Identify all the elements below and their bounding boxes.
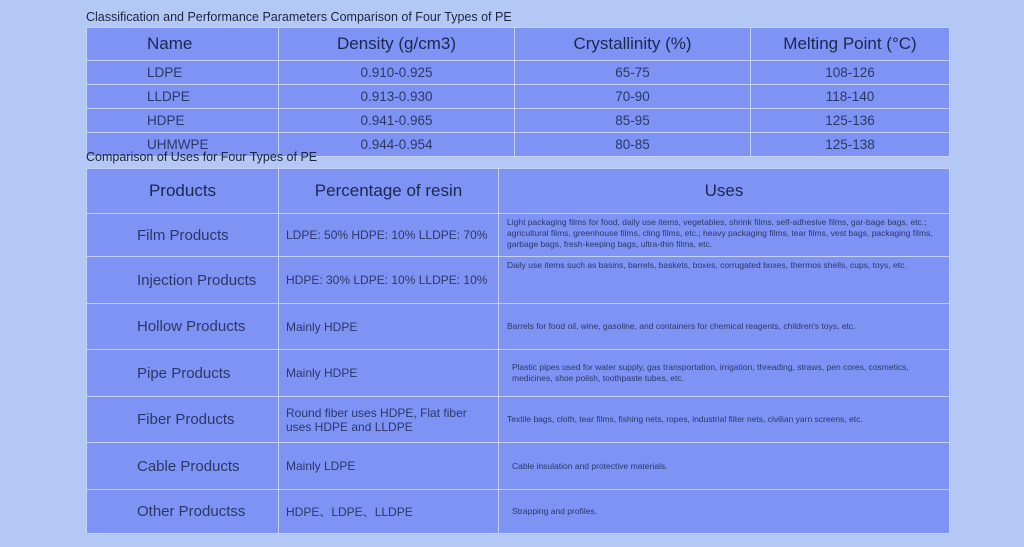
cell-uses: Textile bags, cloth, tear films, fishing nets, ropes, industrial filter nets, civilian yarn screens, etc. [499,397,950,443]
cell-density: 0.944-0.954 [279,133,515,157]
table1-caption: Classification and Performance Parameters Comparison of Four Types of PE [86,10,512,24]
cell-density: 0.910-0.925 [279,61,515,85]
table-row [87,443,950,490]
column-header-percentage: Percentage of resin [279,169,499,214]
table-row [87,304,950,350]
cell-melting-point: 125-136 [751,109,950,133]
cell-density: 0.941-0.965 [279,109,515,133]
cell-uses: Light packaging films for food, daily use items, vegetables, shrink films, self-adhesive films, gar-bage bags, etc.; agricultural films, greenhouse films, cling films, etc.; heavy packaging films, tear films, vest bags, packaging films, garbage bags, fresh-keeping bags, ultra-thin films, etc. [499,214,950,257]
table-row [87,257,950,304]
table-header-row [87,28,950,61]
table-row [87,61,950,85]
table-row [87,109,950,133]
cell-name: HDPE [87,109,279,133]
cell-product: Cable Products [87,443,279,490]
cell-melting-point: 108-126 [751,61,950,85]
pe-uses-table [86,168,950,534]
column-header-density: Density (g/cm3) [279,28,515,61]
cell-percentage: Round fiber uses HDPE, Flat fiber uses HDPE and LLDPE [279,397,499,443]
cell-melting-point: 118-140 [751,85,950,109]
table2-caption: Comparison of Uses for Four Types of PE [86,150,318,164]
cell-product: Fiber Products [87,397,279,443]
cell-product: Pipe Products [87,350,279,397]
pe-parameters-table [86,27,950,157]
cell-crystallinity: 80-85 [515,133,751,157]
column-header-uses: Uses [499,169,950,214]
cell-percentage: Mainly HDPE [279,304,499,350]
table-row [87,350,950,397]
cell-name: LDPE [87,61,279,85]
table-row [87,397,950,443]
cell-uses: Daily use items such as basins, barrels, baskets, boxes, corrugated boxes, thermos shells, cups, toys, etc. [499,257,950,304]
cell-crystallinity: 65-75 [515,61,751,85]
table-row [87,214,950,257]
column-header-crystallinity: Crystallinity (%) [515,28,751,61]
cell-melting-point: 125-138 [751,133,950,157]
cell-crystallinity: 70-90 [515,85,751,109]
cell-product: Hollow Products [87,304,279,350]
column-header-melting-point: Melting Point (°C) [751,28,950,61]
cell-uses: Strapping and profiles. [499,490,950,534]
column-header-name: Name [87,28,279,61]
cell-product: Other Productss [87,490,279,534]
cell-density: 0.913-0.930 [279,85,515,109]
table-header-row [87,169,950,214]
cell-product: Injection Products [87,257,279,304]
cell-crystallinity: 85-95 [515,109,751,133]
cell-percentage: Mainly LDPE [279,443,499,490]
cell-percentage: HDPE、LDPE、LLDPE [279,490,499,534]
table-row [87,85,950,109]
cell-product: Film Products [87,214,279,257]
cell-uses: Cable insulation and protective materials. [499,443,950,490]
cell-name: UHMWPE [87,133,279,157]
table-row [87,490,950,534]
cell-name: LLDPE [87,85,279,109]
cell-percentage: LDPE: 50% HDPE: 10% LLDPE: 70% [279,214,499,257]
cell-percentage: Mainly HDPE [279,350,499,397]
cell-uses: Barrels for food oil, wine, gasoline, and containers for chemical reagents, children's toys, etc. [499,304,950,350]
column-header-products: Products [87,169,279,214]
cell-uses: Plastic pipes used for water supply, gas transportation, irrigation, threading, straws, pen cores, cosmetics, medicines, shoe polish, toothpaste tubes, etc. [499,350,950,397]
cell-percentage: HDPE: 30% LDPE: 10% LLDPE: 10% [279,257,499,304]
